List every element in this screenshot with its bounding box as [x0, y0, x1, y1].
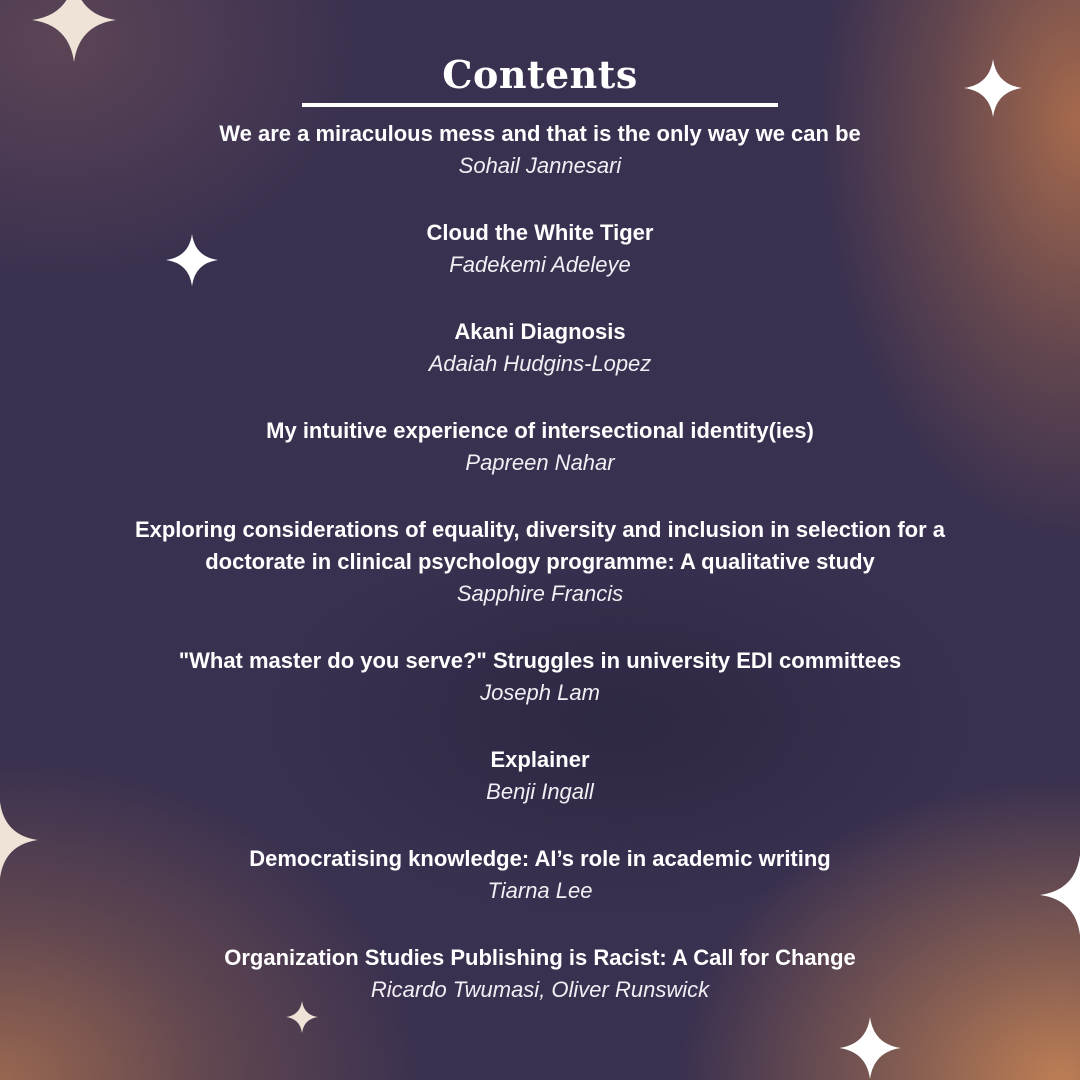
contents-entry: [90, 744, 990, 808]
entry-title: Explainer: [490, 747, 590, 772]
contents-entry: [110, 514, 970, 610]
contents-entry: [90, 118, 990, 182]
entry-title: "What master do you serve?" Struggles in university EDI committees: [178, 648, 902, 673]
entry-author: Sapphire Francis: [456, 581, 624, 606]
contents-entry: [90, 217, 990, 281]
contents-entry: [90, 942, 990, 1006]
title-underline: [302, 103, 778, 107]
contents-entry: [90, 843, 990, 907]
contents-entry: [90, 415, 990, 479]
entry-author: Sohail Jannesari: [458, 153, 622, 178]
entry-author: Joseph Lam: [480, 680, 600, 705]
entry-title: Organization Studies Publishing is Racist: A Call for Change: [224, 945, 856, 970]
entry-title: My intuitive experience of intersectional identity(ies): [266, 418, 814, 443]
entry-author: Benji Ingall: [486, 779, 594, 804]
entry-title: We are a miraculous mess and that is the only way we can be: [219, 121, 861, 146]
entry-author: Papreen Nahar: [465, 450, 615, 475]
entry-author: Tiarna Lee: [487, 878, 593, 903]
sparkle-icon: [839, 1017, 901, 1079]
contents-list: [0, 118, 1080, 1006]
contents-section: [0, 50, 1080, 1006]
page-title: Contents: [442, 52, 638, 97]
contents-entry: [90, 316, 990, 380]
contents-entry: [90, 645, 990, 709]
entry-author: Adaiah Hudgins-Lopez: [428, 351, 652, 376]
entry-title: Democratising knowledge: AI’s role in academic writing: [249, 846, 831, 871]
entry-author: Ricardo Twumasi, Oliver Runswick: [370, 977, 710, 1002]
entry-title: Exploring considerations of equality, diversity and inclusion in selection for a doctorate in clinical psychology programme: A qualitative study: [134, 517, 946, 574]
entry-author: Fadekemi Adeleye: [449, 252, 631, 277]
entry-title: Akani Diagnosis: [454, 319, 626, 344]
entry-title: Cloud the White Tiger: [426, 220, 654, 245]
